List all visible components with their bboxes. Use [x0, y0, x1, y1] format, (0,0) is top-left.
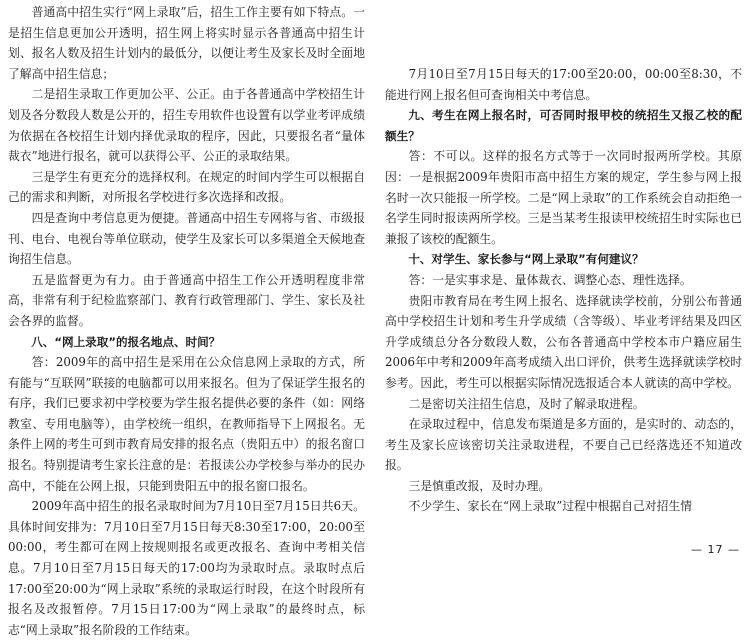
section-8-schedule: 2009年高中招生的报名录取时间为7月10日至7月15日共6天。具体时间安排为：7月10日至7月15日每天8:30至17:00，20:00至00:00，考生都可在网上按规则报名或更改报名、查询中考相关信息。7月10日至7月15日每天的17:00均为录取时点。录取时点后17:00至20:00为“网上录取”系统的录取运行时段，在这个时段所有报名及改报暂停。7月15日17:00为“网上录取”的最终时点，标志“网上录取”报名阶段的工作结束。 — [8, 499, 365, 637]
section-10-detail-2: 在录取过程中，信息发布渠道是多方面的，是实时的、动态的，考生及家长应该密切关注录取进程，不要自己已经落选还不知道改报。 — [385, 417, 742, 473]
paragraph-fairness: 二是招生录取工作更加公平、公正。由于各普通高中学校招生计划及各分数段人数是公开的，招生专用软件也设置有以学业考评成绩为依据在各校招生计划内择优录取的程序，因此，只要报名者“量体裁衣”地进行报名，就可以获得公平、公正的录取结果。 — [8, 87, 365, 164]
section-10-detail-3: 不少学生、家长在“网上录取”过程中根据自己对招生情 — [408, 499, 692, 514]
section-10-detail-1: 贵阳市教育局在考生网上报名、选择就读学校前，分别公布普通高中学校招生计划和考生升学成绩（含等级）、毕业考评结果及四区升学成绩总分各分数段人数，公布各普通高中学校本市户籍应届生2006年中考和2009年高考成绩入出口评价，供考生选择就读学校时参考。因此，考生可以根据实际情况选报适合本人就读的高中学校。 — [385, 293, 742, 390]
paragraph-query: 四是查询中考信息更为便捷。普通高中招生专网将与省、市级报刊、电台、电视台等单位联动，使学生及家长可以多渠道全天候地查询招生信息。 — [8, 210, 365, 267]
section-10-point-2: 二是密切关注招生信息，及时了解录取进程。 — [408, 396, 645, 411]
section-8-answer: 答：2009年的高中招生是采用在公众信息网上录取的方式，所有能与“互联网”联接的电脑都可以用来报名。但为了保证学生报名的有序，我们已要求初中学校要为学生报名提供必要的条件（如：网络教室、专用电脑等），由学校统一组织，在教师指导下上网报名。无条件上网的考生可到市教育局安排的报名点（贵阳五中）的报名窗口报名。特别提请考生家长注意的是：若报读公办学校参与举办的民办高中，不能在公网上报，只能到贵阳五中的报名窗口报名。 — [8, 355, 365, 493]
section-8-query-time: 7月10日至7月15日每天的17:00至20:00，00:00至8:30，不能进行网上报名但可查询相关中考信息。 — [385, 67, 742, 102]
section-9-heading: 九、考生在网上报名时，可否同时报甲校的统招生又报乙校的配额生？ — [385, 108, 742, 143]
section-10-point-1: 答：一是实事求是、量体裁衣、调整心态、理性选择。 — [408, 272, 692, 287]
paragraph-choice: 三是学生有更充分的选择权利。在规定的时间内学生可以根据自己的需求和判断，对所报名学校进行多次选择和改报。 — [8, 169, 365, 205]
paragraph-supervision: 五是监督更为有力。由于普通高中招生工作公开透明程度非常高，非常有利于纪检监察部门、教育行政管理部门、学生、家长及社会各界的监督。 — [8, 272, 365, 328]
section-10-point-3: 三是慎重改报，及时办理。 — [408, 478, 551, 493]
section-8-heading: 八、“网上录取”的报名地点、时间？ — [31, 334, 221, 349]
right-column — [385, 2, 742, 517]
section-10-heading: 十、对学生、家长参与“网上录取”有何建议？ — [408, 252, 644, 267]
paragraph-features-intro: 普通高中招生实行“网上录取”后，招生工作主要有如下特点。一是招生信息更加公开透明，招生网上将实时显示各普通高中招生计划、报名人数及招生计划内的最低分，以便让考生及家长及时全面地了解高中招生信息； — [8, 5, 365, 81]
page-number: — 17 — — [691, 543, 740, 556]
section-9-answer: 答：不可以。这样的报名方式等于一次同时报两所学校。其原因：一是根据2009年贵阳市高中招生方案的规定，学生参与网上报名时一次只能报一所学校。二是“网上录取”的工作系统会自动拒绝一名学生同时报读两所学校。三是当某考生报读甲校统招生时实际也已兼报了该校的配额生。 — [385, 149, 742, 246]
left-column — [8, 2, 365, 640]
